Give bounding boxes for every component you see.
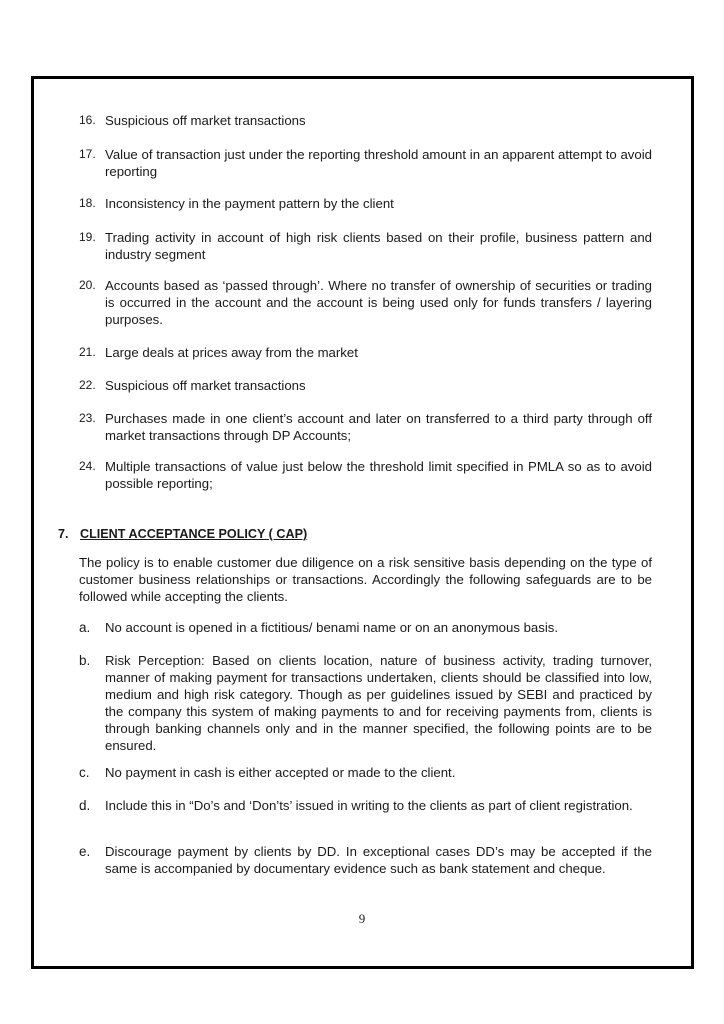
list-item-e — [79, 843, 652, 877]
list-item-20 — [79, 277, 652, 328]
item-text: Suspicious off market transactions — [105, 378, 306, 393]
list-item-c — [79, 764, 652, 781]
item-text: No payment in cash is either accepted or made to the client. — [105, 765, 456, 780]
item-text: Include this in “Do’s and ‘Don’ts’ issued in writing to the clients as part of client registration. — [105, 798, 633, 813]
item-text: Value of transaction just under the reporting threshold amount in an apparent attempt to avoid reporting — [105, 147, 652, 179]
item-number: 17. — [79, 147, 96, 161]
page-number: 9 — [358, 911, 366, 926]
item-letter: c. — [79, 765, 90, 780]
item-text: Risk Perception: Based on clients location, nature of business activity, trading turnover, manner of making payment for transactions undertaken, clients should be classified into low, medium and high risk category. Though as per guidelines issued by SEBI and practiced by the company this system of making payments to and for receiving payments from, clients is through banking channels only and in the manner specified, the following points are to be ensured. — [105, 653, 652, 753]
item-number: 21. — [79, 345, 96, 359]
item-text: Multiple transactions of value just below the threshold limit specified in PMLA so as to avoid possible reporting; — [105, 459, 652, 491]
item-number: 16. — [79, 113, 96, 127]
item-letter: d. — [79, 798, 91, 813]
item-text: No account is opened in a fictitious/ benami name or on an anonymous basis. — [105, 620, 559, 635]
item-text: Accounts based as ‘passed through’. Where no transfer of ownership of securities or trading is occurred in the account and the account is being used only for funds transfers / layering purposes. — [105, 278, 652, 327]
list-item-18 — [79, 195, 652, 212]
section-heading — [58, 527, 307, 541]
list-item-b — [79, 652, 652, 754]
list-item-22 — [79, 377, 652, 394]
item-letter: b. — [79, 653, 91, 668]
list-item-23 — [79, 410, 652, 444]
item-text: Discourage payment by clients by DD. In exceptional cases DD’s may be accepted if the same is accompanied by documentary evidence such as bank statement and cheque. — [105, 844, 652, 876]
list-item-17 — [79, 146, 652, 180]
list-item-24 — [79, 458, 652, 492]
list-item-d — [79, 797, 652, 814]
item-text: Large deals at prices away from the market — [105, 345, 358, 360]
item-letter: e. — [79, 844, 91, 859]
list-item-a — [79, 619, 652, 636]
item-number: 18. — [79, 196, 96, 210]
section-number: 7. — [58, 527, 69, 541]
list-item-19 — [79, 229, 652, 263]
item-text: Purchases made in one client’s account and later on transferred to a third party through off market transactions through DP Accounts; — [105, 411, 652, 443]
item-text: Suspicious off market transactions — [105, 113, 306, 128]
item-number: 24. — [79, 459, 96, 473]
item-text: Trading activity in account of high risk clients based on their profile, business pattern and industry segment — [105, 230, 652, 262]
list-item-16 — [79, 112, 652, 129]
item-number: 20. — [79, 278, 96, 292]
item-letter: a. — [79, 620, 91, 635]
list-item-21 — [79, 344, 652, 361]
section-intro: The policy is to enable customer due diligence on a risk sensitive basis depending on the type of customer business relationships or transactions. Accordingly the following safeguards are to be followed while accepting the clients. — [79, 555, 652, 604]
item-number: 23. — [79, 411, 96, 425]
section-title: CLIENT ACCEPTANCE POLICY ( CAP) — [80, 527, 308, 541]
item-number: 19. — [79, 230, 96, 244]
item-text: Inconsistency in the payment pattern by the client — [105, 196, 394, 211]
item-number: 22. — [79, 378, 96, 392]
